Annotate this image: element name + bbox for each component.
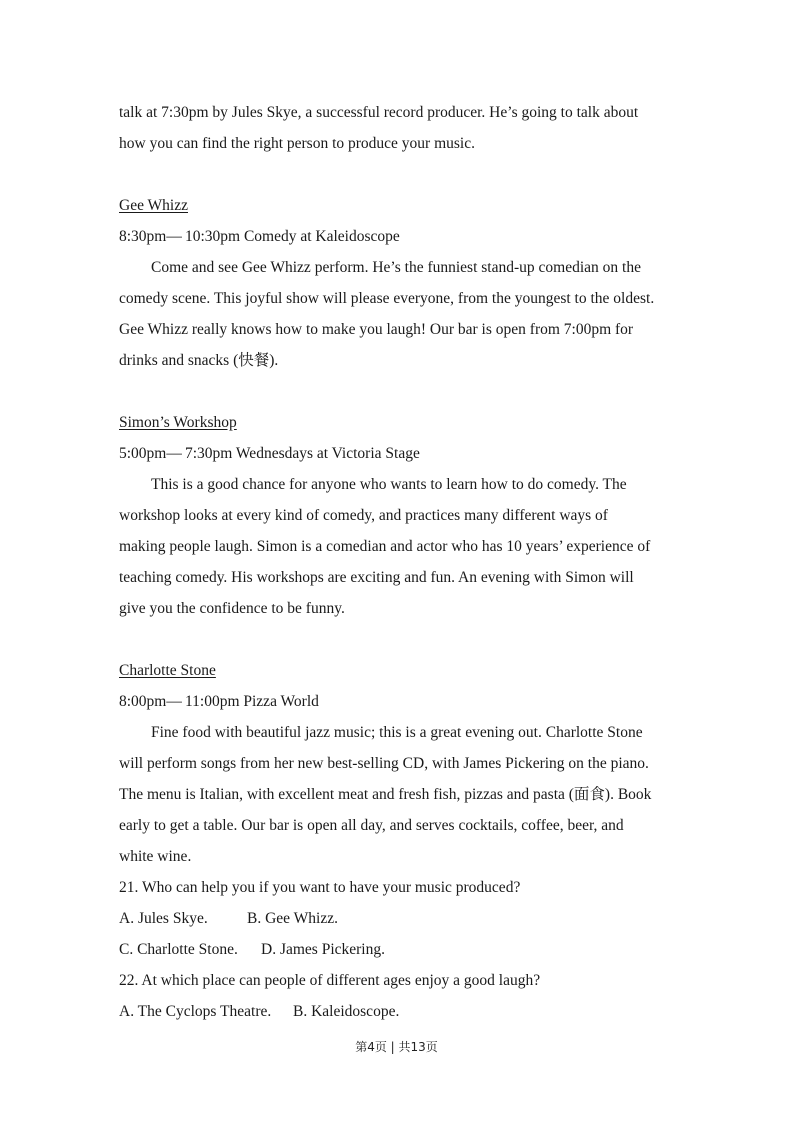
paragraph-line: The menu is Italian, with excellent meat and fresh fish, pizzas and pasta (面食). Book xyxy=(119,786,652,803)
paragraph-line: comedy scene. This joyful show will please everyone, from the youngest to the oldest. xyxy=(119,290,655,307)
paragraph-line: teaching comedy. His workshops are exciting and fun. An evening with Simon will xyxy=(119,569,634,586)
spacer xyxy=(119,376,679,407)
paragraph-line: white wine. xyxy=(119,848,192,865)
intro-line: how you can find the right person to produce your music. xyxy=(119,135,475,152)
answer-option-a: A. The Cyclops Theatre. xyxy=(119,1003,272,1020)
paragraph-line: will perform songs from her new best-selling CD, with James Pickering on the piano. xyxy=(119,755,649,772)
spacer xyxy=(119,624,679,655)
paragraph-line: give you the confidence to be funny. xyxy=(119,600,345,617)
answer-option-d: D. James Pickering. xyxy=(261,941,385,958)
question-21: 21. Who can help you if you want to have your music produced? xyxy=(119,879,521,896)
event-time-simons-workshop: 5:00pm— 7:30pm Wednesdays at Victoria Stage xyxy=(119,445,420,462)
paragraph-line: Gee Whizz really knows how to make you laugh! Our bar is open from 7:00pm for xyxy=(119,321,634,338)
page-footer: 第4页 | 共13页 xyxy=(355,1040,438,1054)
paragraph-line: This is a good chance for anyone who wants to learn how to do comedy. The xyxy=(151,476,627,493)
paragraph-line: drinks and snacks (快餐). xyxy=(119,352,279,369)
answer-option-a: A. Jules Skye. xyxy=(119,910,208,927)
event-time-charlotte-stone: 8:00pm— 11:00pm Pizza World xyxy=(119,693,319,710)
section-title-charlotte-stone: Charlotte Stone xyxy=(119,662,216,679)
paragraph-line: making people laugh. Simon is a comedian and actor who has 10 years’ experience of xyxy=(119,538,651,555)
section-title-gee-whizz: Gee Whizz xyxy=(119,197,188,214)
spacer xyxy=(119,159,679,190)
answer-options-row xyxy=(119,934,679,965)
intro-line: talk at 7:30pm by Jules Skye, a successful record producer. He’s going to talk about xyxy=(119,104,639,121)
answer-option-b: B. Kaleidoscope. xyxy=(293,1003,400,1020)
paragraph-line: early to get a table. Our bar is open all day, and serves cocktails, coffee, beer, and xyxy=(119,817,624,834)
answer-options-row xyxy=(119,996,679,1027)
paragraph-line: workshop looks at every kind of comedy, and practices many different ways of xyxy=(119,507,608,524)
answer-options-row xyxy=(119,903,679,934)
document-body xyxy=(119,97,679,1027)
paragraph-line: Fine food with beautiful jazz music; this is a great evening out. Charlotte Stone xyxy=(151,724,643,741)
event-time-gee-whizz: 8:30pm— 10:30pm Comedy at Kaleidoscope xyxy=(119,228,400,245)
paragraph-line: Come and see Gee Whizz perform. He’s the funniest stand-up comedian on the xyxy=(151,259,641,276)
section-title-simons-workshop: Simon’s Workshop xyxy=(119,414,237,431)
question-22: 22. At which place can people of different ages enjoy a good laugh? xyxy=(119,972,541,989)
answer-option-b: B. Gee Whizz. xyxy=(247,910,338,927)
answer-option-c: C. Charlotte Stone. xyxy=(119,941,238,958)
